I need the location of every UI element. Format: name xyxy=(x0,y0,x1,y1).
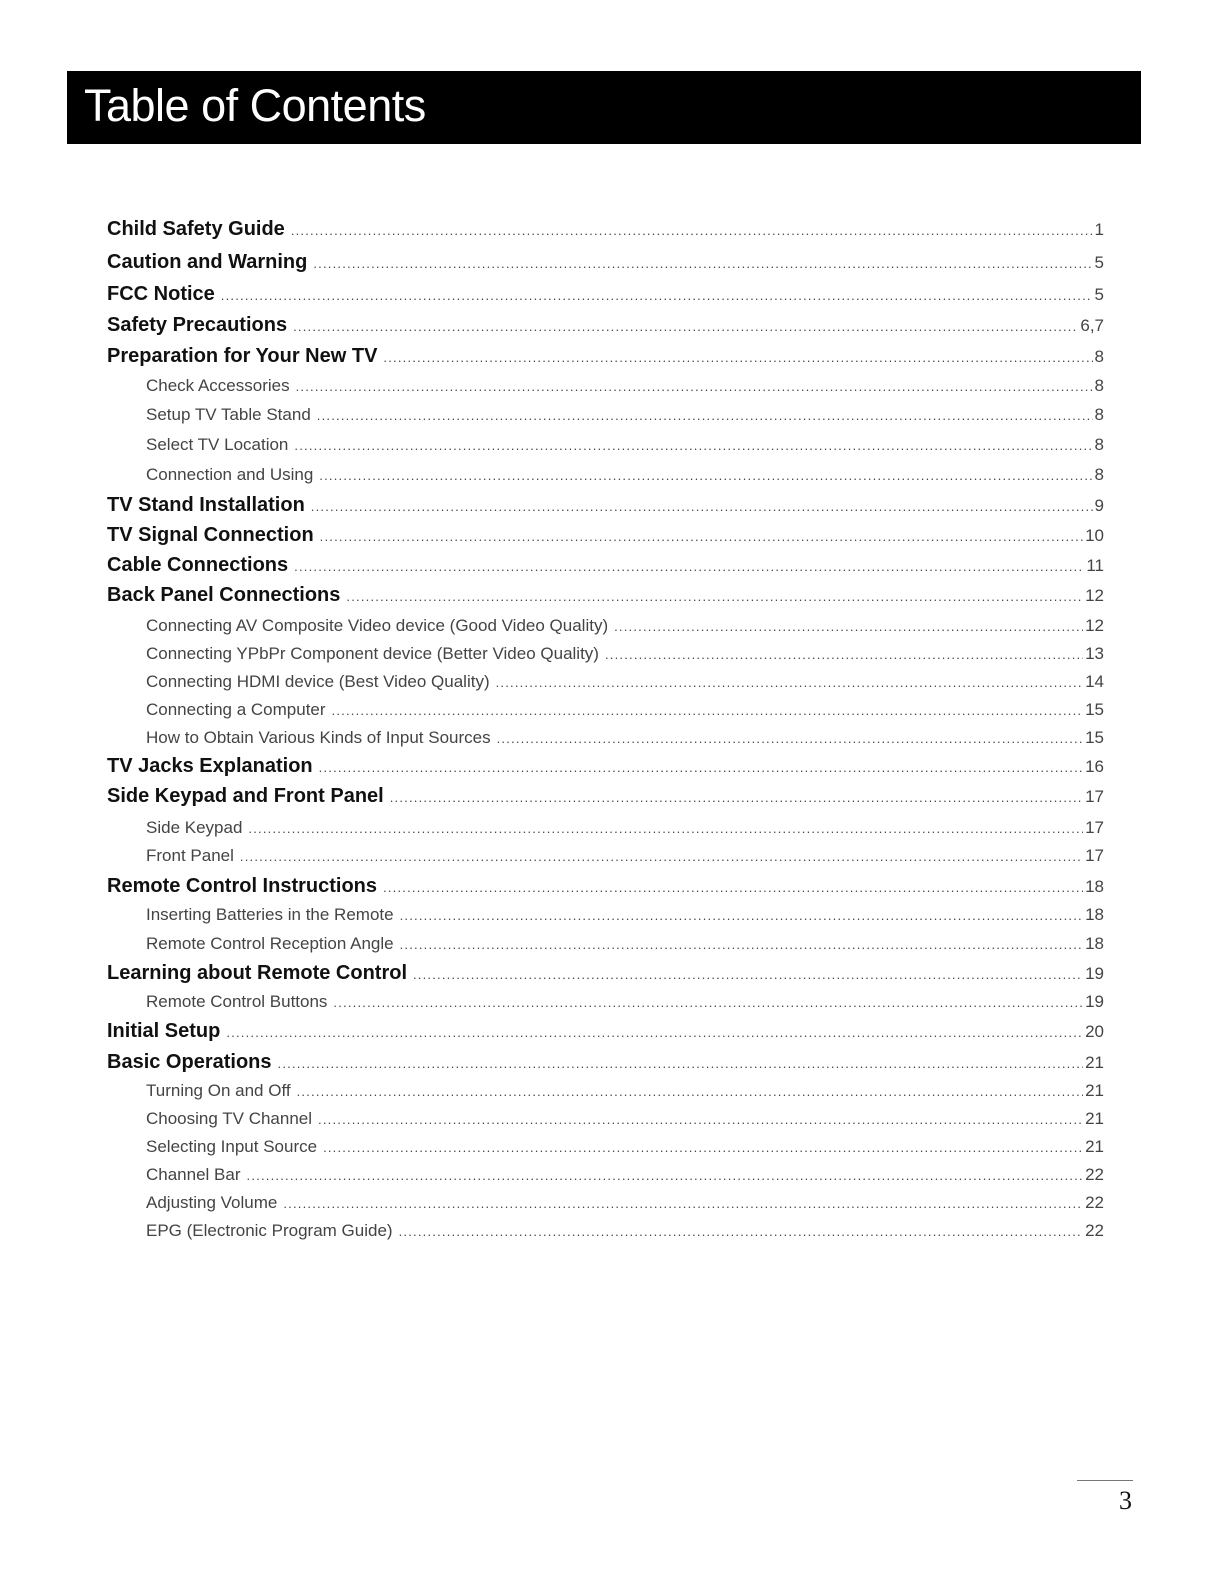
toc-entry-label: Choosing TV Channel xyxy=(146,1109,313,1128)
toc-entry-label: Remote Control Instructions xyxy=(107,875,378,897)
dot-leader xyxy=(496,675,1083,690)
toc-subsection-entry xyxy=(146,465,1104,485)
toc-entry-page-number: 17 xyxy=(1085,818,1104,837)
toc-entry-label: TV Stand Installation xyxy=(107,494,305,516)
toc-entry-page-number: 21 xyxy=(1085,1053,1104,1072)
toc-entry-page-number: 8 xyxy=(1094,465,1104,484)
dot-leader xyxy=(226,1025,1083,1040)
toc-entry-label: Caution and Warning xyxy=(107,251,308,273)
dot-leader xyxy=(390,790,1083,805)
toc-entry-label: Child Safety Guide xyxy=(107,218,285,240)
toc-entry-label: Check Accessories xyxy=(146,376,290,395)
dot-leader xyxy=(313,256,1092,271)
toc-subsection-entry xyxy=(146,818,1104,838)
dot-leader xyxy=(248,821,1083,836)
toc-subsection-entry xyxy=(146,1081,1104,1101)
toc-section-entry xyxy=(107,314,1104,337)
page-number-rule xyxy=(1077,1480,1133,1481)
toc-entry-label: Side Keypad and Front Panel xyxy=(107,785,384,807)
toc-entry-page-number: 12 xyxy=(1085,586,1104,605)
toc-entry-page-number: 5 xyxy=(1094,253,1104,272)
toc-entry-page-number: 21 xyxy=(1085,1109,1104,1128)
page-number: 3 xyxy=(1119,1486,1132,1515)
toc-entry-label: Safety Precautions xyxy=(107,314,288,336)
toc-entry-label: Setup TV Table Stand xyxy=(146,405,311,424)
dot-leader xyxy=(278,1056,1084,1071)
dot-leader xyxy=(221,288,1093,303)
dot-leader xyxy=(383,880,1083,895)
toc-entry-page-number: 14 xyxy=(1085,672,1104,691)
toc-subsection-entry xyxy=(146,1221,1104,1241)
dot-leader xyxy=(399,1224,1083,1239)
dot-leader xyxy=(400,937,1083,952)
toc-entry-page-number: 8 xyxy=(1094,347,1104,366)
toc-section-entry xyxy=(107,554,1104,577)
toc-entry-page-number: 19 xyxy=(1085,964,1104,983)
toc-subsection-entry xyxy=(146,672,1104,692)
toc-subsection-entry xyxy=(146,934,1104,954)
toc-entry-page-number: 21 xyxy=(1085,1137,1104,1156)
toc-section-entry xyxy=(107,345,1104,368)
dot-leader xyxy=(297,1084,1083,1099)
toc-subsection-entry xyxy=(146,846,1104,866)
toc-entry-label: Connection and Using xyxy=(146,465,314,484)
toc-entry-page-number: 15 xyxy=(1085,728,1104,747)
dot-leader xyxy=(614,619,1083,634)
toc-entry-label: Side Keypad xyxy=(146,818,243,837)
dot-leader xyxy=(346,589,1083,604)
toc-subsection-entry xyxy=(146,992,1104,1012)
toc-entry-page-number: 11 xyxy=(1086,556,1104,575)
toc-section-entry xyxy=(107,875,1104,898)
toc-entry-page-number: 13 xyxy=(1085,644,1104,663)
toc-entry-page-number: 18 xyxy=(1085,905,1104,924)
dot-leader xyxy=(332,703,1084,718)
toc-subsection-entry xyxy=(146,435,1104,455)
toc-entry-label: Initial Setup xyxy=(107,1020,221,1042)
toc-section-entry xyxy=(107,1051,1104,1074)
toc-entry-page-number: 12 xyxy=(1085,616,1104,635)
toc-section-entry xyxy=(107,283,1104,306)
toc-entry-label: Back Panel Connections xyxy=(107,584,341,606)
toc-entry-label: FCC Notice xyxy=(107,283,215,305)
toc-entry-page-number: 9 xyxy=(1094,496,1104,515)
dot-leader xyxy=(333,995,1083,1010)
toc-entry-label: TV Jacks Explanation xyxy=(107,755,313,777)
toc-entry-page-number: 17 xyxy=(1085,846,1104,865)
toc-entry-page-number: 5 xyxy=(1094,285,1104,304)
toc-section-entry xyxy=(107,494,1104,517)
toc-section-entry xyxy=(107,584,1104,607)
toc-subsection-entry xyxy=(146,1137,1104,1157)
toc-section-entry xyxy=(107,785,1104,808)
toc-entry-label: Front Panel xyxy=(146,846,234,865)
toc-subsection-entry xyxy=(146,405,1104,425)
toc-entry-page-number: 16 xyxy=(1085,757,1104,776)
toc-entry-page-number: 20 xyxy=(1085,1022,1104,1041)
toc-entry-label: EPG (Electronic Program Guide) xyxy=(146,1221,393,1240)
toc-subsection-entry xyxy=(146,1193,1104,1213)
toc-entry-label: Connecting YPbPr Component device (Better Video Quality) xyxy=(146,644,599,663)
toc-subsection-entry xyxy=(146,728,1104,748)
toc-entry-label: Basic Operations xyxy=(107,1051,272,1073)
toc-entry-label: Adjusting Volume xyxy=(146,1193,278,1212)
toc-entry-page-number: 22 xyxy=(1085,1221,1104,1240)
dot-leader xyxy=(319,468,1092,483)
toc-section-entry xyxy=(107,755,1104,778)
dot-leader xyxy=(318,1112,1083,1127)
toc-entry-page-number: 10 xyxy=(1085,526,1104,545)
toc-entry-page-number: 17 xyxy=(1085,787,1104,806)
toc-entry-page-number: 8 xyxy=(1094,435,1104,454)
dot-leader xyxy=(283,1196,1083,1211)
toc-subsection-entry xyxy=(146,700,1104,720)
toc-entry-label: Channel Bar xyxy=(146,1165,241,1184)
page-title: Table of Contents xyxy=(84,80,426,131)
dot-leader xyxy=(240,849,1083,864)
toc-entry-page-number: 21 xyxy=(1085,1081,1104,1100)
dot-leader xyxy=(294,438,1092,453)
dot-leader xyxy=(311,499,1093,514)
dot-leader xyxy=(383,350,1092,365)
toc-entry-label: How to Obtain Various Kinds of Input Sources xyxy=(146,728,491,747)
toc-entry-label: Remote Control Buttons xyxy=(146,992,328,1011)
toc-entry-label: Connecting AV Composite Video device (Good Video Quality) xyxy=(146,616,609,635)
toc-entry-page-number: 15 xyxy=(1085,700,1104,719)
dot-leader xyxy=(320,529,1083,544)
toc-entry-label: Preparation for Your New TV xyxy=(107,345,378,367)
dot-leader xyxy=(323,1140,1083,1155)
toc-entry-page-number: 22 xyxy=(1085,1193,1104,1212)
toc-section-entry xyxy=(107,524,1104,547)
toc-subsection-entry xyxy=(146,376,1104,396)
dot-leader xyxy=(296,379,1093,394)
dot-leader xyxy=(319,760,1083,775)
toc-entry-page-number: 8 xyxy=(1094,376,1104,395)
toc-entry-page-number: 6,7 xyxy=(1080,316,1104,335)
toc-entry-label: Learning about Remote Control xyxy=(107,962,407,984)
toc-entry-page-number: 22 xyxy=(1085,1165,1104,1184)
dot-leader xyxy=(497,731,1083,746)
toc-entry-label: Connecting a Computer xyxy=(146,700,326,719)
toc-entry-label: Turning On and Off xyxy=(146,1081,291,1100)
toc-section-entry xyxy=(107,218,1104,241)
toc-entry-label: TV Signal Connection xyxy=(107,524,314,546)
toc-subsection-entry xyxy=(146,644,1104,664)
dot-leader xyxy=(400,908,1084,923)
toc-entry-label: Selecting Input Source xyxy=(146,1137,318,1156)
toc-entry-page-number: 1 xyxy=(1094,220,1104,239)
dot-leader xyxy=(605,647,1083,662)
toc-entry-page-number: 19 xyxy=(1085,992,1104,1011)
dot-leader xyxy=(291,223,1093,238)
toc-section-entry xyxy=(107,962,1104,985)
toc-entry-page-number: 8 xyxy=(1094,405,1104,424)
toc-entry-label: Select TV Location xyxy=(146,435,289,454)
toc-entry-label: Connecting HDMI device (Best Video Quality) xyxy=(146,672,490,691)
dot-leader xyxy=(294,559,1084,574)
dot-leader xyxy=(317,408,1093,423)
dot-leader xyxy=(293,319,1078,334)
toc-entry-label: Cable Connections xyxy=(107,554,289,576)
toc-section-entry xyxy=(107,1020,1104,1043)
toc-entry-page-number: 18 xyxy=(1085,934,1104,953)
toc-entry-page-number: 18 xyxy=(1085,877,1104,896)
toc-subsection-entry xyxy=(146,1109,1104,1129)
dot-leader xyxy=(247,1168,1084,1183)
toc-section-entry xyxy=(107,251,1104,274)
toc-subsection-entry xyxy=(146,1165,1104,1185)
toc-subsection-entry xyxy=(146,616,1104,636)
toc-entry-label: Inserting Batteries in the Remote xyxy=(146,905,394,924)
toc-entry-label: Remote Control Reception Angle xyxy=(146,934,394,953)
dot-leader xyxy=(413,967,1083,982)
toc-subsection-entry xyxy=(146,905,1104,925)
